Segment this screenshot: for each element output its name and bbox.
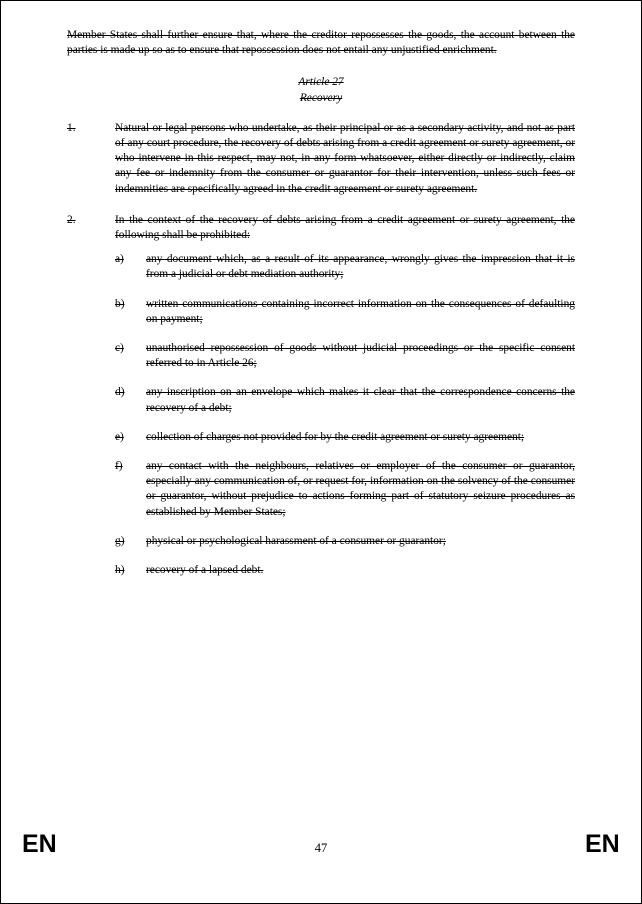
list-item (67, 297, 575, 327)
item-letter: c) (115, 342, 124, 355)
list-item (67, 430, 575, 445)
page-number: 47 (314, 841, 328, 855)
article-number: Article 27 (298, 76, 344, 89)
item-letter: f) (115, 460, 123, 473)
item-text: unauthorised repossession of goods without judicial proceedings or the specific consent referred to in Article 26; (146, 342, 575, 370)
item-text: any document which, as a result of its appearance, wrongly gives the impression that it is from a judicial or debt mediation authority; (146, 253, 575, 281)
paragraph-number: 1. (67, 121, 76, 134)
list-item (67, 341, 575, 371)
paragraph-number: 2. (67, 213, 76, 226)
article-title: Recovery (299, 91, 343, 104)
item-letter: b) (115, 297, 125, 310)
item-letter: a) (115, 253, 124, 266)
item-text: collection of charges not provided for by the credit agreement or surety agreement; (146, 430, 525, 443)
document-body (67, 28, 575, 592)
paragraph-text: Natural or legal persons who undertake, as their principal or as a secondary activity, and not as part of any court procedure, the recovery of debts arising from a credit agreement or surety agreement, or who intervene in this respect, may not, in any form whatsoever, either directly or indirectly, claim any fee or indemnity from the consumer or guarantor for their intervention, unless such fees or indemnities are specifically agreed in the credit agreement or surety agreement. (115, 121, 575, 195)
item-letter: e) (115, 430, 124, 443)
numbered-paragraph-1 (67, 121, 575, 197)
list-item (67, 534, 575, 549)
language-code-left: EN (22, 830, 57, 858)
list-item (67, 385, 575, 415)
list-item (67, 563, 575, 578)
item-text: recovery of a lapsed debt. (146, 564, 264, 577)
paragraph-text: In the context of the recovery of debts arising from a credit agreement or surety agreement, the following shall be prohibited: (115, 213, 575, 242)
language-code-right: EN (585, 830, 620, 858)
item-letter: g) (115, 534, 125, 547)
item-letter: d) (115, 386, 125, 399)
intro-paragraph: Member States shall further ensure that, where the creditor repossesses the goods, the account between the parties is made up so as to ensure that repossession does not entail any unjustified enrichment. (67, 29, 575, 57)
item-text: any contact with the neighbours, relatives or employer of the consumer or guarantor, especially any communication of, or request for, information on the solvency of the consumer or guarantor, without prejudice to actions forming part of statutory seizure procedures as established by Member States; (146, 460, 575, 518)
prohibited-items-list (67, 252, 575, 578)
item-text: written communications containing incorrect information on the consequences of defaulting on payment; (146, 297, 575, 325)
numbered-paragraph-2 (67, 213, 575, 243)
item-text: any inscription on an envelope which makes it clear that the correspondence concerns the recovery of a debt; (146, 386, 575, 414)
article-heading (67, 75, 575, 105)
list-item (67, 252, 575, 282)
item-letter: h) (115, 564, 125, 577)
item-text: physical or psychological harassment of a consumer or guarantor; (146, 534, 446, 547)
list-item (67, 459, 575, 520)
